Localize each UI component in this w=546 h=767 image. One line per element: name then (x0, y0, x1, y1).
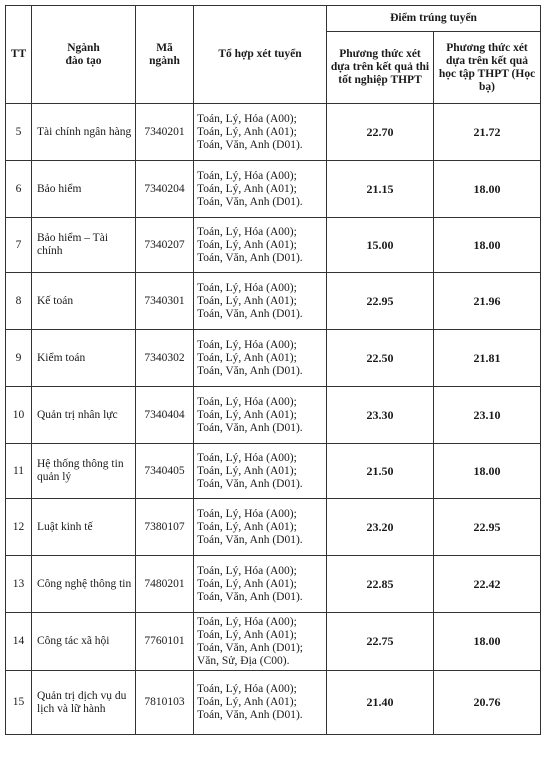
score-thpt: 22.75 (327, 613, 434, 671)
subject-combinations (194, 613, 327, 671)
score-hocba: 18.00 (434, 444, 541, 499)
subject-combination: Toán, Lý, Anh (A01); (197, 628, 297, 641)
major-code: 7340405 (136, 444, 194, 499)
subject-combination: Toán, Văn, Anh (D01). (197, 195, 303, 208)
subject-combination: Toán, Lý, Hóa (A00); (197, 281, 297, 294)
score-thpt: 21.40 (327, 671, 434, 735)
score-thpt: 22.85 (327, 556, 434, 613)
subject-combination: Văn, Sử, Địa (C00). (197, 654, 290, 667)
major-name: Bảo hiểm – Tài chính (32, 218, 136, 273)
subject-combination: Toán, Văn, Anh (D01). (197, 307, 303, 320)
subject-combinations (194, 499, 327, 556)
major-name: Quản trị dịch vụ du lịch và lữ hành (32, 671, 136, 735)
header-score-group: Điểm trúng tuyển (327, 6, 541, 32)
table-row (6, 273, 541, 330)
subject-combinations (194, 104, 327, 161)
major-name: Kế toán (32, 273, 136, 330)
score-hocba: 21.96 (434, 273, 541, 330)
subject-combination: Toán, Văn, Anh (D01). (197, 421, 303, 434)
subject-combinations (194, 387, 327, 444)
score-thpt: 22.70 (327, 104, 434, 161)
major-name: Hệ thống thông tin quản lý (32, 444, 136, 499)
header-tt: TT (6, 6, 32, 104)
row-number: 13 (6, 556, 32, 613)
table-row (6, 104, 541, 161)
subject-combinations (194, 330, 327, 387)
score-hocba: 22.95 (434, 499, 541, 556)
header-code: Mã ngành (136, 6, 194, 104)
major-name: Quản trị nhân lực (32, 387, 136, 444)
table-row (6, 613, 541, 671)
table-row (6, 330, 541, 387)
major-code: 7340207 (136, 218, 194, 273)
subject-combination: Toán, Lý, Anh (A01); (197, 238, 297, 251)
subject-combination: Toán, Lý, Hóa (A00); (197, 112, 297, 125)
subject-combination: Toán, Lý, Anh (A01); (197, 125, 297, 138)
header-combo: Tổ hợp xét tuyển (194, 6, 327, 104)
score-thpt: 15.00 (327, 218, 434, 273)
subject-combination: Toán, Lý, Anh (A01); (197, 408, 297, 421)
row-number: 5 (6, 104, 32, 161)
subject-combination: Toán, Văn, Anh (D01). (197, 138, 303, 151)
score-hocba: 22.42 (434, 556, 541, 613)
table-row (6, 556, 541, 613)
subject-combinations (194, 273, 327, 330)
row-number: 8 (6, 273, 32, 330)
subject-combination: Toán, Lý, Anh (A01); (197, 696, 297, 708)
row-number: 10 (6, 387, 32, 444)
subject-combination: Toán, Lý, Anh (A01); (197, 520, 297, 533)
row-number: 12 (6, 499, 32, 556)
score-thpt: 21.15 (327, 161, 434, 218)
score-thpt: 22.50 (327, 330, 434, 387)
subject-combination: Toán, Văn, Anh (D01). (197, 251, 303, 264)
major-code: 7340201 (136, 104, 194, 161)
score-thpt: 22.95 (327, 273, 434, 330)
table-row (6, 218, 541, 273)
subject-combinations (194, 671, 327, 735)
subject-combination: Toán, Lý, Hóa (A00); (197, 169, 297, 182)
row-number: 6 (6, 161, 32, 218)
subject-combination: Toán, Lý, Hóa (A00); (197, 683, 297, 695)
score-hocba: 18.00 (434, 161, 541, 218)
table-body (6, 104, 541, 735)
major-code: 7480201 (136, 556, 194, 613)
table-row (6, 671, 541, 735)
subject-combinations (194, 444, 327, 499)
subject-combination: Toán, Lý, Anh (A01); (197, 577, 297, 590)
table-row (6, 499, 541, 556)
subject-combination: Toán, Lý, Hóa (A00); (197, 507, 297, 520)
major-name: Kiểm toán (32, 330, 136, 387)
major-name: Luật kinh tế (32, 499, 136, 556)
header-score-hocba: Phương thức xét dựa trên kết quả học tập THPT (Học bạ) (434, 32, 541, 104)
score-hocba: 18.00 (434, 218, 541, 273)
major-name: Bảo hiểm (32, 161, 136, 218)
subject-combination: Toán, Văn, Anh (D01). (197, 709, 303, 721)
row-number: 9 (6, 330, 32, 387)
subject-combination: Toán, Lý, Anh (A01); (197, 182, 297, 195)
row-number: 14 (6, 613, 32, 671)
subject-combination: Toán, Lý, Hóa (A00); (197, 338, 297, 351)
table-row (6, 161, 541, 218)
subject-combination: Toán, Lý, Anh (A01); (197, 351, 297, 364)
score-hocba: 21.81 (434, 330, 541, 387)
major-name: Công tác xã hội (32, 613, 136, 671)
score-hocba: 21.72 (434, 104, 541, 161)
major-code: 7340302 (136, 330, 194, 387)
subject-combination: Toán, Lý, Hóa (A00); (197, 225, 297, 238)
score-thpt: 23.30 (327, 387, 434, 444)
subject-combination: Toán, Lý, Anh (A01); (197, 464, 297, 477)
subject-combination: Toán, Lý, Anh (A01); (197, 294, 297, 307)
subject-combination: Toán, Lý, Hóa (A00); (197, 564, 297, 577)
score-hocba: 23.10 (434, 387, 541, 444)
major-code: 7810103 (136, 671, 194, 735)
subject-combination: Toán, Văn, Anh (D01). (197, 477, 303, 490)
major-name: Công nghệ thông tin (32, 556, 136, 613)
table-row (6, 387, 541, 444)
major-code: 7340404 (136, 387, 194, 444)
row-number: 15 (6, 671, 32, 735)
score-thpt: 21.50 (327, 444, 434, 499)
score-hocba: 18.00 (434, 613, 541, 671)
score-thpt: 23.20 (327, 499, 434, 556)
subject-combination: Toán, Văn, Anh (D01). (197, 364, 303, 377)
table-row (6, 444, 541, 499)
major-code: 7380107 (136, 499, 194, 556)
subject-combinations (194, 556, 327, 613)
subject-combination: Toán, Văn, Anh (D01); (197, 641, 303, 654)
major-code: 7340204 (136, 161, 194, 218)
major-code: 7340301 (136, 273, 194, 330)
subject-combinations (194, 218, 327, 273)
admission-score-table (5, 5, 541, 735)
score-hocba: 20.76 (434, 671, 541, 735)
row-number: 7 (6, 218, 32, 273)
subject-combination: Toán, Lý, Hóa (A00); (197, 451, 297, 464)
subject-combination: Toán, Lý, Hóa (A00); (197, 395, 297, 408)
major-name: Tài chính ngân hàng (32, 104, 136, 161)
subject-combination: Toán, Văn, Anh (D01). (197, 533, 303, 546)
subject-combination: Toán, Văn, Anh (D01). (197, 590, 303, 603)
subject-combination: Toán, Lý, Hóa (A00); (197, 615, 297, 628)
row-number: 11 (6, 444, 32, 499)
header-major: Ngành đào tạo (32, 6, 136, 104)
major-code: 7760101 (136, 613, 194, 671)
subject-combinations (194, 161, 327, 218)
header-score-thpt: Phương thức xét dựa trên kết quả thi tốt nghiệp THPT (327, 32, 434, 104)
